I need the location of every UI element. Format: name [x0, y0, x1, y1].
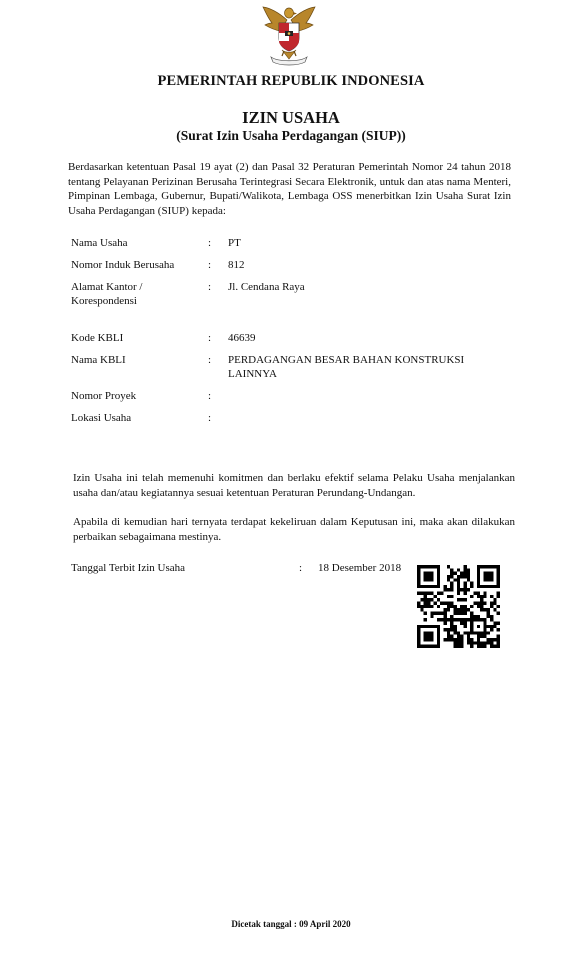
field-colon: :: [208, 390, 212, 402]
field-label: Alamat Kantor / Korespondensi: [71, 281, 143, 307]
field-value: PERDAGANGAN BESAR BAHAN KONSTRUKSI LAINNYA: [228, 354, 465, 380]
field-colon: :: [208, 354, 212, 366]
intro-paragraph: Berdasarkan ketentuan Pasal 19 ayat (2) dan Pasal 32 Peraturan Pemerintah Nomor 24 tahun 2018 tentang Pelayanan Perizinan Berusaha Terintegrasi Secara Elektronik, untuk dan atas nama Menteri, Pimpinan Lembaga, Gubernur, Bupati/Walikota, Lembaga OSS menerbitkan Izin Usaha Surat Izin Usaha Perdagangan (SIUP) kepada:: [68, 161, 511, 217]
field-value: PT: [228, 237, 241, 249]
field-colon: :: [208, 412, 212, 424]
issue-date-value: 18 Desember 2018: [318, 562, 402, 574]
field-value: 812: [228, 259, 245, 271]
qr-code-icon: [417, 565, 500, 648]
field-colon: :: [208, 281, 212, 293]
field-colon: :: [208, 259, 212, 271]
field-colon: :: [208, 237, 212, 249]
field-label: Nama KBLI: [71, 354, 126, 366]
government-title: PEMERINTAH REPUBLIK INDONESIA: [157, 73, 425, 89]
field-label: Nama Usaha: [71, 237, 128, 249]
field-label: Nomor Induk Berusaha: [71, 259, 175, 271]
field-value: 46639: [228, 332, 256, 344]
garuda-emblem-icon: [260, 4, 318, 66]
document-subtitle: (Surat Izin Usaha Perdagangan (SIUP)): [176, 128, 406, 143]
field-value: Jl. Cendana Raya: [228, 281, 305, 293]
issue-date-label: Tanggal Terbit Izin Usaha: [71, 562, 186, 574]
validity-paragraph: Izin Usaha ini telah memenuhi komitmen dan berlaku efektif selama Pelaku Usaha menjalankan usaha dan/atau kegiatannya sesuai ketentuan Peraturan Perundang-Undangan.: [73, 472, 515, 499]
field-label: Kode KBLI: [71, 332, 124, 344]
print-date: Dicetak tanggal : 09 April 2020: [231, 919, 351, 929]
field-label: Lokasi Usaha: [71, 412, 132, 424]
field-colon: :: [208, 332, 212, 344]
correction-paragraph: Apabila di kemudian hari ternyata terdapat kekeliruan dalam Keputusan ini, maka akan dilakukan perbaikan sebagaimana mestinya.: [73, 516, 515, 543]
document-title: IZIN USAHA: [242, 108, 340, 127]
issue-date-colon: :: [299, 562, 303, 574]
field-label: Nomor Proyek: [71, 390, 137, 402]
